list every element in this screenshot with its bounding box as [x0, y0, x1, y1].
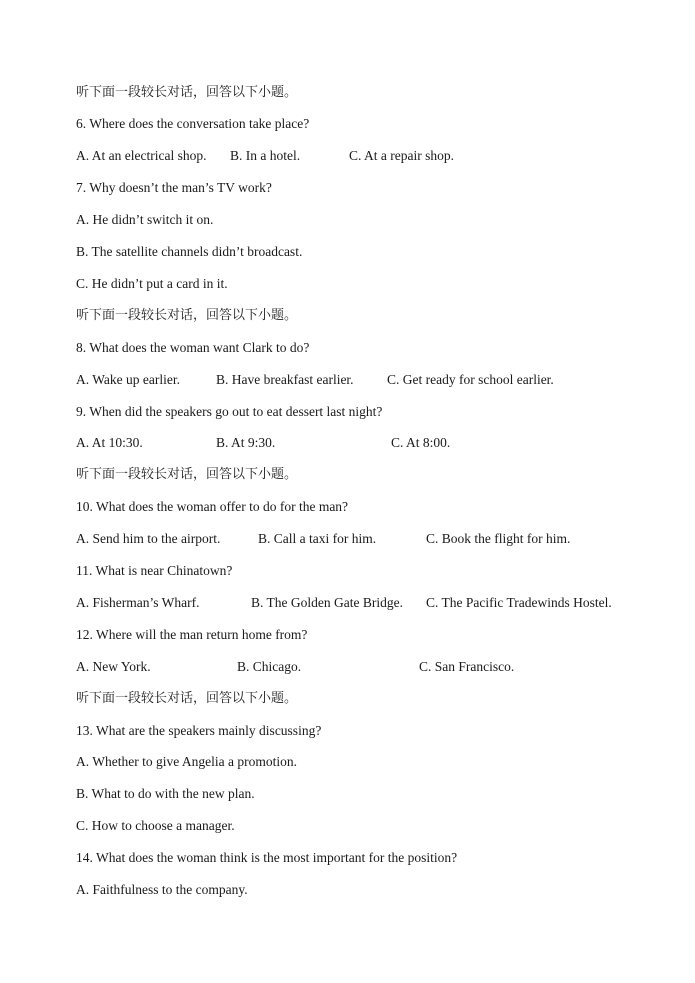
- q6-option-b: B. In a hotel.: [230, 148, 301, 163]
- question-11: 11. What is near Chinatown?: [76, 563, 233, 578]
- q13-option-b: B. What to do with the new plan.: [76, 786, 255, 801]
- q11-option-a: A. Fisherman’s Wharf.: [76, 595, 200, 610]
- question-9: 9. When did the speakers go out to eat dessert last night?: [76, 404, 383, 419]
- q7-option-c: C. He didn’t put a card in it.: [76, 276, 228, 291]
- section-heading-3: 听下面一段较长对话，回答以下小题。: [76, 467, 298, 482]
- q8-option-c: C. Get ready for school earlier.: [387, 372, 554, 387]
- q13-option-c: C. How to choose a manager.: [76, 818, 235, 833]
- question-14: 14. What does the woman think is the most important for the position?: [76, 850, 458, 865]
- q6-option-c: C. At a repair shop.: [349, 148, 454, 163]
- q12-option-c: C. San Francisco.: [419, 659, 515, 674]
- q10-option-a: A. Send him to the airport.: [76, 531, 221, 546]
- q9-option-b: B. At 9:30.: [216, 435, 276, 450]
- q13-option-a: A. Whether to give Angelia a promotion.: [76, 754, 297, 769]
- q10-option-b: B. Call a taxi for him.: [258, 531, 377, 546]
- question-8: 8. What does the woman want Clark to do?: [76, 340, 310, 355]
- q11-option-c: C. The Pacific Tradewinds Hostel.: [426, 595, 612, 610]
- q7-option-a: A. He didn’t switch it on.: [76, 212, 214, 227]
- question-6: 6. Where does the conversation take place?: [76, 116, 310, 131]
- q7-option-b: B. The satellite channels didn’t broadcast.: [76, 244, 303, 259]
- q12-option-a: A. New York.: [76, 659, 151, 674]
- section-heading-1: 听下面一段较长对话，回答以下小题。: [76, 85, 298, 100]
- q12-option-b: B. Chicago.: [237, 659, 302, 674]
- question-10: 10. What does the woman offer to do for the man?: [76, 499, 349, 514]
- question-7: 7. Why doesn’t the man’s TV work?: [76, 180, 272, 195]
- q6-option-a: A. At an electrical shop.: [76, 148, 207, 163]
- q10-option-c: C. Book the flight for him.: [426, 531, 571, 546]
- q11-option-b: B. The Golden Gate Bridge.: [251, 595, 403, 610]
- q9-option-c: C. At 8:00.: [391, 435, 451, 450]
- q8-option-a: A. Wake up earlier.: [76, 372, 180, 387]
- q9-option-a: A. At 10:30.: [76, 435, 143, 450]
- q14-option-a: A. Faithfulness to the company.: [76, 882, 248, 897]
- question-13: 13. What are the speakers mainly discussing?: [76, 723, 322, 738]
- section-heading-2: 听下面一段较长对话，回答以下小题。: [76, 308, 298, 323]
- section-heading-4: 听下面一段较长对话，回答以下小题。: [76, 691, 298, 706]
- q8-option-b: B. Have breakfast earlier.: [216, 372, 354, 387]
- question-12: 12. Where will the man return home from?: [76, 627, 308, 642]
